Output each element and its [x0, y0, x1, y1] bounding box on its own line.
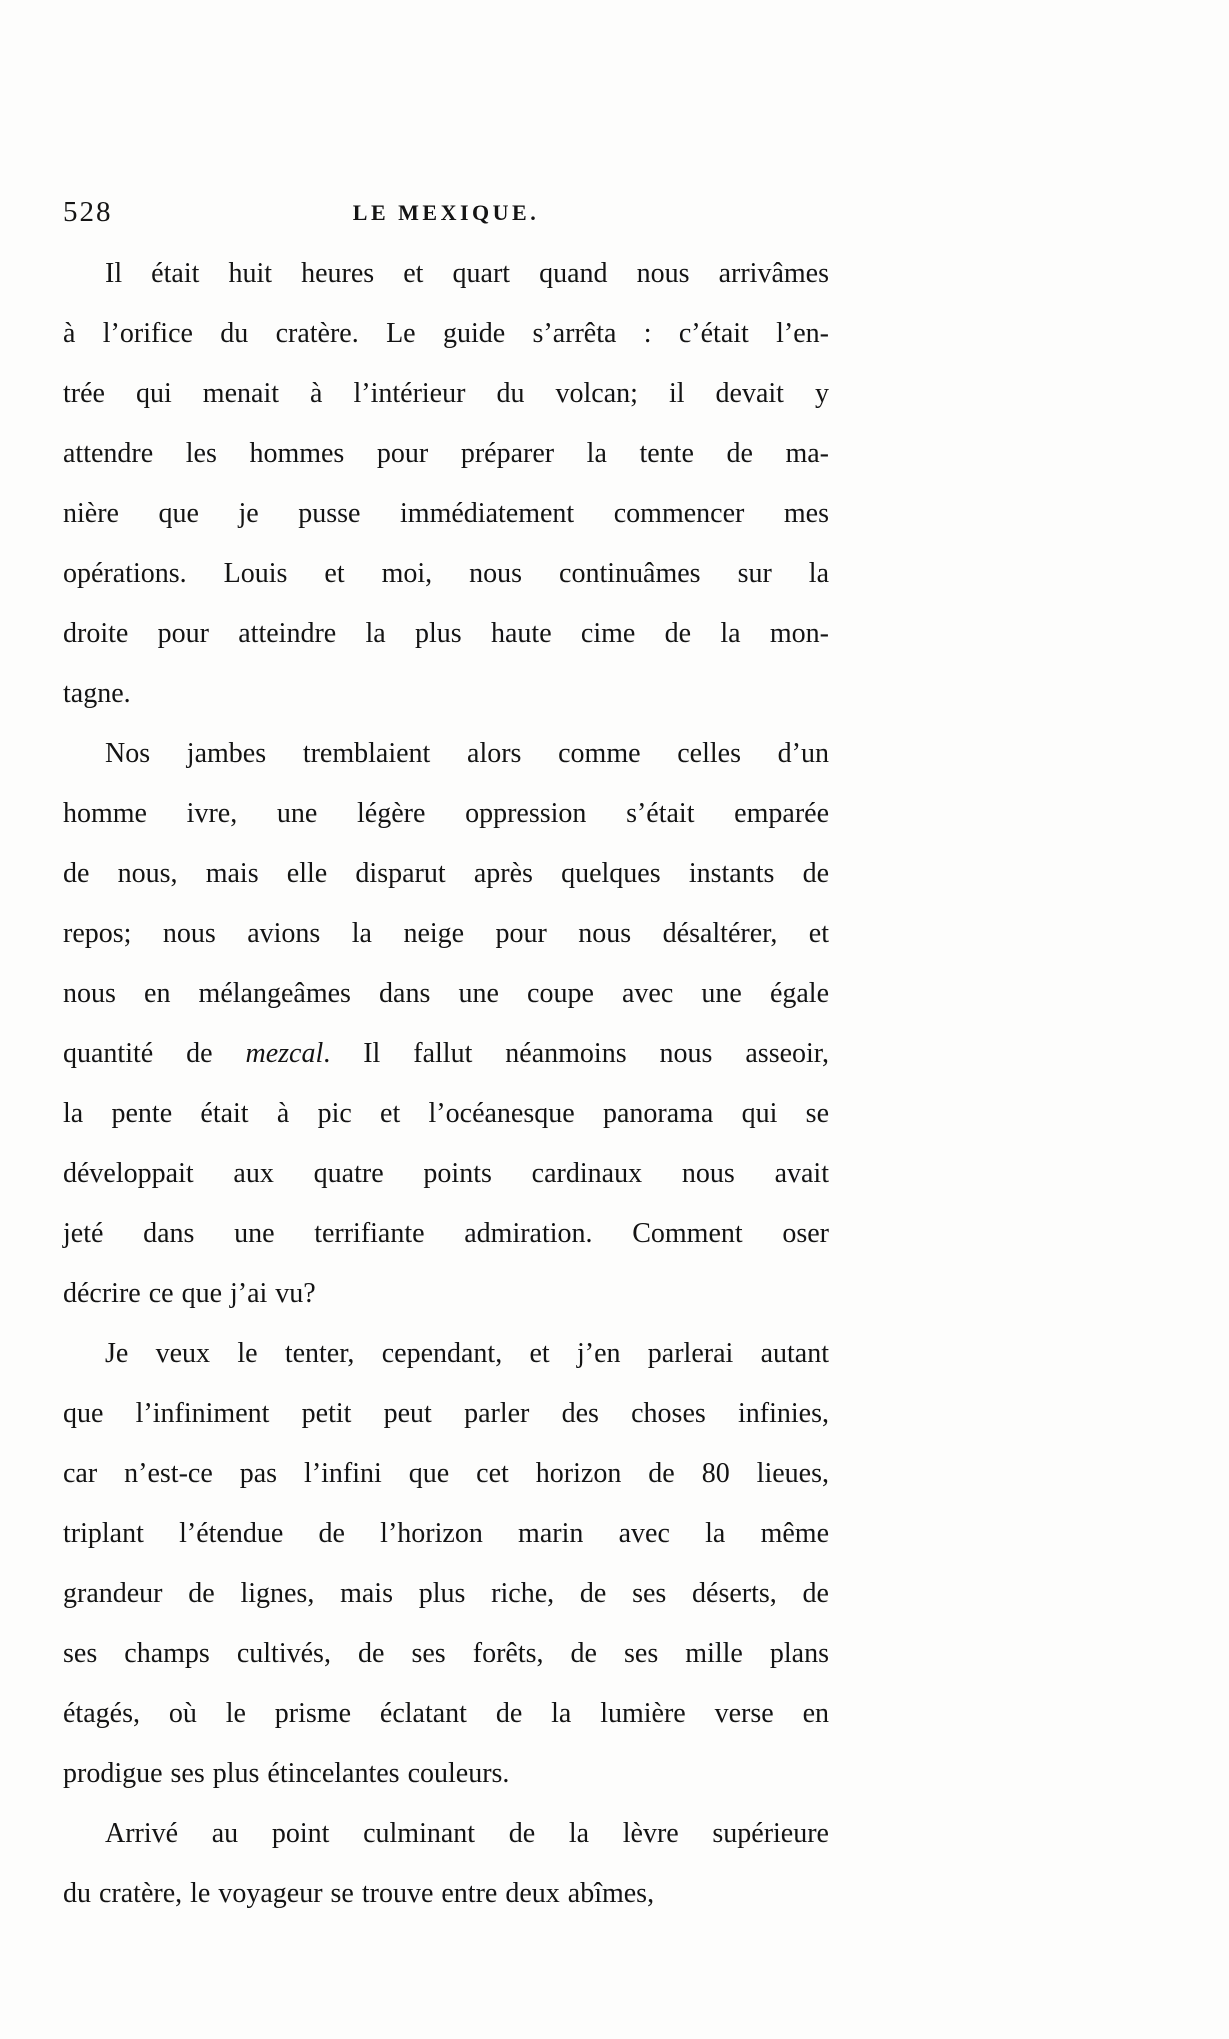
- text-line: nous en mélangeâmes dans une coupe avec une égale: [63, 978, 829, 1009]
- text-line: Il était huit heures et quart quand nous arrivâmes: [105, 258, 829, 289]
- text-line: développait aux quatre points cardinaux nous avait: [63, 1158, 829, 1189]
- running-title: LE MEXIQUE.: [352, 200, 540, 225]
- text-line: à l’orifice du cratère. Le guide s’arrêta : c’était l’en-: [63, 318, 829, 349]
- text-line: opérations. Louis et moi, nous continuâmes sur la: [63, 558, 829, 589]
- text-line: car n’est-ce pas l’infini que cet horizon de 80 lieues,: [63, 1458, 829, 1489]
- text-line: attendre les hommes pour préparer la tente de ma-: [63, 438, 829, 469]
- text-line: homme ivre, une légère oppression s’était emparée: [63, 798, 829, 829]
- text-line: du cratère, le voyageur se trouve entre deux abîmes,: [63, 1878, 655, 1909]
- text-line: la pente était à pic et l’océanesque panorama qui se: [63, 1098, 829, 1129]
- text-line: Je veux le tenter, cependant, et j’en parlerai autant: [105, 1338, 829, 1369]
- text-line: trée qui menait à l’intérieur du volcan; il devait y: [63, 378, 829, 409]
- text-line: tagne.: [63, 678, 131, 709]
- text-line: jeté dans une terrifiante admiration. Comment oser: [63, 1218, 829, 1249]
- italic-word: mezcal: [245, 1038, 324, 1069]
- text-line: triplant l’étendue de l’horizon marin avec la même: [63, 1518, 829, 1549]
- page-number: 528: [63, 196, 113, 228]
- text-line: repos; nous avions la neige pour nous désaltérer, et: [63, 918, 829, 949]
- text-line: de nous, mais elle disparut après quelques instants de: [63, 858, 829, 889]
- text-line: nière que je pusse immédiatement commencer mes: [63, 498, 829, 529]
- text-line: Nos jambes tremblaient alors comme celles d’un: [105, 738, 829, 769]
- text-line: droite pour atteindre la plus haute cime de la mon-: [63, 618, 829, 649]
- text-line: que l’infiniment petit peut parler des choses infinies,: [63, 1398, 829, 1429]
- text-line: quantité de mezcal. Il fallut néanmoins nous asseoir,: [63, 1038, 830, 1069]
- running-head: [63, 194, 829, 234]
- text-line: décrire ce que j’ai vu?: [63, 1278, 316, 1309]
- text-line: ses champs cultivés, de ses forêts, de ses mille plans: [63, 1638, 829, 1669]
- text-line: étagés, où le prisme éclatant de la lumière verse en: [63, 1698, 829, 1729]
- text-block: [63, 244, 829, 1924]
- text-line: prodigue ses plus étincelantes couleurs.: [63, 1758, 510, 1789]
- text-line: grandeur de lignes, mais plus riche, de ses déserts, de: [63, 1578, 829, 1609]
- text-line: Arrivé au point culminant de la lèvre supérieure: [105, 1818, 829, 1849]
